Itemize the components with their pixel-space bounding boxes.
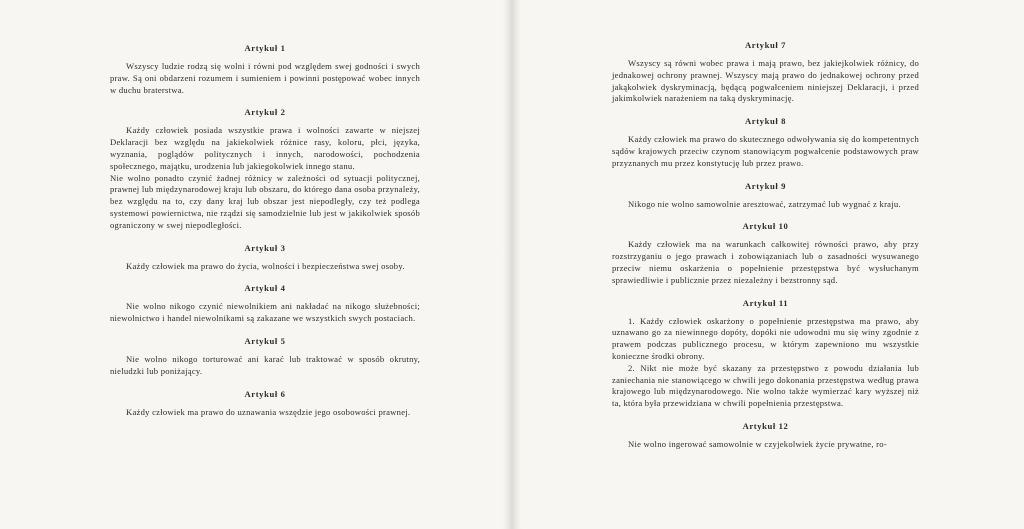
article-title: Artykuł 9	[745, 180, 786, 191]
article-10	[612, 221, 919, 286]
article-paragraph: Każdy człowiek ma prawo do skutecznego odwoływania się do kompetentnych sądów krajowych przeciw czynom stanowiącym pogwałcenie podstawowych praw przyznanych mu przez konstytucję lub przez prawo.	[612, 134, 919, 168]
article-7	[612, 40, 919, 105]
article-paragraph: Każdy człowiek ma prawo do życia, wolności i bezpieczeństwa swej osoby.	[126, 260, 405, 271]
article-paragraph: Nie wolno ponadto czynić żadnej różnicy w zależności od sytuacji politycznej, prawnej lub międzynarodowej kraju lub obszaru, do którego dana osoba przynależy, bez względu na to, czy dany kraj lub obszar jest niepodległy, czy też podlega systemowi powiernictwa, nie rządzi się samodzielnie lub jest w jakikolwiek sposób ograniczony w swej niepodległości.	[110, 172, 420, 230]
article-paragraph: Wszyscy ludzie rodzą się wolni i równi pod względem swej godności i swych praw. Są oni obdarzeni rozumem i sumieniem i powinni postępować wobec innych w duchu braterstwa.	[110, 61, 420, 95]
article-11	[612, 298, 919, 410]
article-paragraph: Nie wolno nikogo torturować ani karać lub traktować w sposób okrutny, nieludzki lub poniżający.	[110, 353, 420, 376]
article-4	[110, 283, 420, 325]
article-paragraph: 1. Każdy człowiek oskarżony o popełnienie przestępstwa ma prawo, aby uznawano go za niewinnego dopóty, dopóki nie udowodni mu się winy zgodnie z prawem podczas publicznego procesu, w którym zapewniono mu wszystkie konieczne środki obrony.	[612, 315, 919, 361]
article-paragraph: Nie wolno nikogo czynić niewolnikiem ani nakładać na nikogo służebności; niewolnictwo i handel niewolnikami są zakazane we wszystkich swych postaciach.	[110, 301, 420, 324]
article-title: Artykuł 6	[244, 388, 286, 399]
article-1	[110, 43, 420, 96]
article-6	[110, 389, 420, 419]
article-title: Artykuł 7	[745, 40, 786, 50]
article-paragraph: Nikogo nie wolno samowolnie aresztować, zatrzymać lub wygnać z kraju.	[628, 198, 901, 209]
article-2	[110, 107, 420, 231]
article-5	[110, 336, 420, 378]
article-title: Artykuł 11	[742, 297, 789, 308]
article-9	[612, 181, 919, 211]
article-12	[612, 421, 919, 451]
article-title: Artykuł 1	[244, 43, 286, 53]
article-title: Artykuł 10	[742, 221, 789, 232]
right-page	[512, 0, 1024, 529]
article-title: Artykuł 12	[742, 420, 789, 431]
article-paragraph: Wszyscy są równi wobec prawa i mają prawo, bez jakiejkolwiek różnicy, do jednakowej ochrony prawnej. Wszyscy mają prawo do jednakowej ochrony przed jakąkolwiek dyskryminacją, będącą pogwałceniem niniejszej Deklaracji, i przed jakimkolwiek narażeniem na taką dyskryminację.	[612, 58, 919, 104]
article-title: Artykuł 3	[244, 242, 286, 253]
article-title: Artykuł 8	[745, 116, 786, 127]
article-title: Artykuł 4	[244, 283, 286, 294]
article-paragraph: Każdy człowiek ma prawo do uznawania wszędzie jego osobowości prawnej.	[126, 406, 411, 417]
article-3	[110, 243, 420, 273]
article-paragraph: 2. Nikt nie może być skazany za przestępstwo z powodu działania lub zaniechania nie stanowiącego w chwili jego dokonania przestępstwa według prawa krajowego lub międzynarodowego. Nie wolno także wymierzać kary wyższej niż ta, która była przewidziana w chwili popełnienia przestępstwa.	[612, 362, 919, 409]
article-8	[612, 116, 919, 169]
article-title: Artykuł 5	[244, 335, 286, 346]
article-paragraph: Każdy człowiek ma na warunkach całkowitej równości prawo, aby przy rozstrzyganiu o jego prawach i zobowiązaniach lub o zasadności wysuwanego przeciw niemu oskarżenia o popełnienie przestępstwa być wysłuchanym sprawiedliwie i publicznie przez niezależny i bezstronny sąd.	[612, 239, 919, 285]
article-paragraph: Nie wolno ingerować samowolnie w czyjekolwiek życie prywatne, ro-	[628, 438, 887, 449]
article-title: Artykuł 2	[244, 107, 286, 118]
article-paragraph: Każdy człowiek posiada wszystkie prawa i wolności zawarte w niejszej Deklaracji bez względu na jakiekolwiek różnice rasy, koloru, płci, języka, wyznania, poglądów politycznych i innych, narodowości, pochodzenia społecznego, majątku, urodzenia lub jakiegokolwiek innego stanu.	[110, 125, 420, 171]
